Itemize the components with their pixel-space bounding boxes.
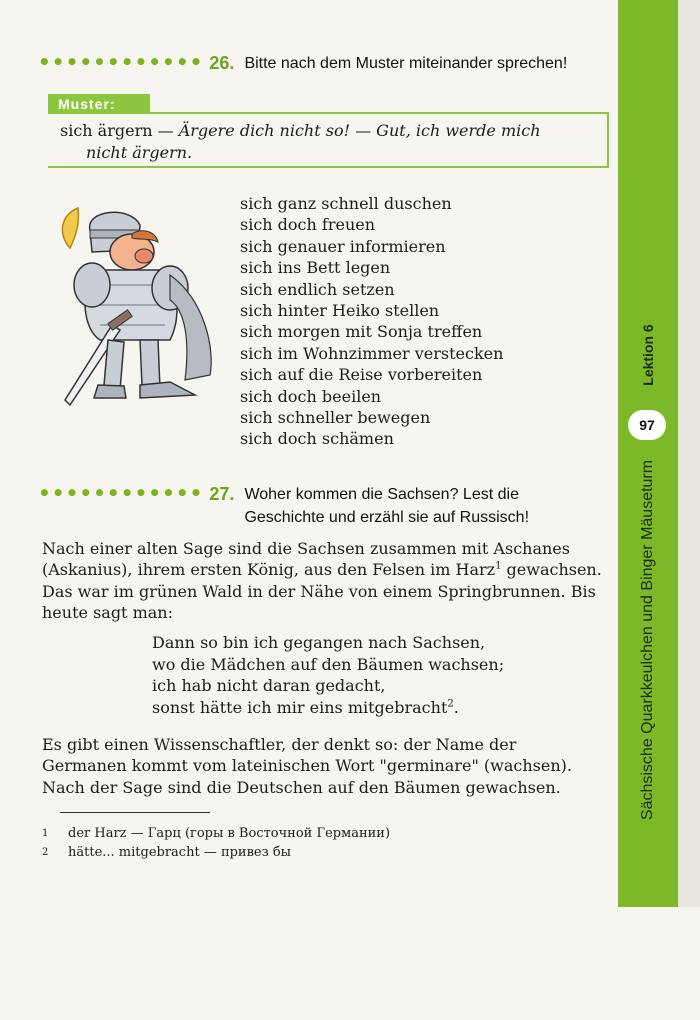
exercise-27-title: [244, 483, 529, 529]
phrase-item: sich endlich setzen: [240, 279, 395, 299]
footnote-rule: [60, 812, 210, 813]
lektion-label: Lektion 6: [640, 324, 656, 386]
story-paragraph-1: [42, 538, 602, 624]
phrase-item: sich auf die Reise vorbereiten: [240, 365, 483, 385]
phrase-item: sich morgen mit Sonja treffen: [240, 322, 483, 342]
exercise-27-header: [38, 483, 529, 529]
phrase-list: [240, 193, 503, 450]
knight-illustration: [20, 190, 225, 420]
poem-period: .: [453, 697, 459, 717]
footnote-ref-1: 1: [495, 561, 502, 573]
exercise-27-number: 27.: [209, 484, 235, 504]
phrase-item: sich doch beeilen: [240, 386, 382, 406]
footnote-number: 1: [42, 828, 49, 839]
footnote-2: [42, 843, 390, 862]
dot-leader: ••••••••••••: [38, 481, 204, 505]
exercise-27-title-line2: Geschichte und erzähl sie auf Russisch!: [244, 509, 530, 526]
phrase-item: sich ganz schnell duschen: [240, 194, 452, 213]
footnote-number: 2: [42, 847, 49, 858]
footnotes: [42, 824, 390, 862]
story-text: Nach einer alten Sage sind die Sachsen zusammen mit Aschanes (Askanius), ihrem ersten König, aus den Felsen im Harz: [42, 539, 570, 580]
phrase-item: sich doch schämen: [240, 429, 394, 449]
footnote-text: der Harz — Гарц (горы в Восточной Германии): [68, 826, 391, 841]
page-number: 97: [628, 410, 666, 440]
chapter-title: Sächsische Quarkkeulchen und Binger Mäuseturm: [639, 459, 656, 821]
muster-plain: sich ärgern —: [60, 121, 179, 140]
phrase-item: sich im Wohnzimmer verstecken: [240, 343, 504, 363]
muster-label: Muster:: [48, 94, 150, 114]
muster-example: [60, 120, 605, 164]
poem: [152, 632, 504, 718]
phrase-item: sich schneller bewegen: [240, 408, 431, 428]
footnote-1: [42, 824, 390, 843]
phrase-item: sich doch freuen: [240, 215, 376, 235]
story-text: gewachsen. Das war im grünen Wald in der Nähe von einem Springbrunnen. Bis heute sagt man:: [42, 560, 602, 623]
exercise-26-number: 26.: [209, 53, 235, 73]
phrase-item: sich genauer informieren: [240, 236, 446, 256]
poem-line: ich hab nicht daran gedacht,: [152, 676, 386, 695]
page-edge: [678, 0, 700, 907]
footnote-ref-2: 2: [447, 698, 454, 710]
story-paragraph-2: Es gibt einen Wissenschaftler, der denkt so: der Name der Germanen kommt vom lateinischen Wort "germinare" (wachsen). Nach der Sage sind die Deutschen auf den Bäumen gewachsen.: [42, 735, 572, 797]
dot-leader: ••••••••••••: [38, 50, 204, 74]
exercise-26-title: Bitte nach dem Muster miteinander sprechen!: [244, 55, 568, 72]
poem-line: wo die Mädchen auf den Bäumen wachsen;: [152, 654, 505, 674]
phrase-item: sich hinter Heiko stellen: [240, 301, 440, 321]
phrase-item: sich ins Bett legen: [240, 258, 391, 278]
exercise-26-header: [38, 52, 567, 75]
muster-italic-1: Ärgere dich nicht so! — Gut, ich werde mich: [178, 121, 541, 140]
muster-italic-2: nicht ärgern.: [86, 143, 193, 162]
footnote-text: hätte... mitgebracht — привез бы: [68, 845, 292, 860]
exercise-27-title-line1: Woher kommen die Sachsen? Lest die: [244, 486, 519, 503]
poem-line: Dann so bin ich gegangen nach Sachsen,: [152, 633, 486, 652]
poem-line: sonst hätte ich mir eins mitgebracht: [152, 697, 448, 717]
